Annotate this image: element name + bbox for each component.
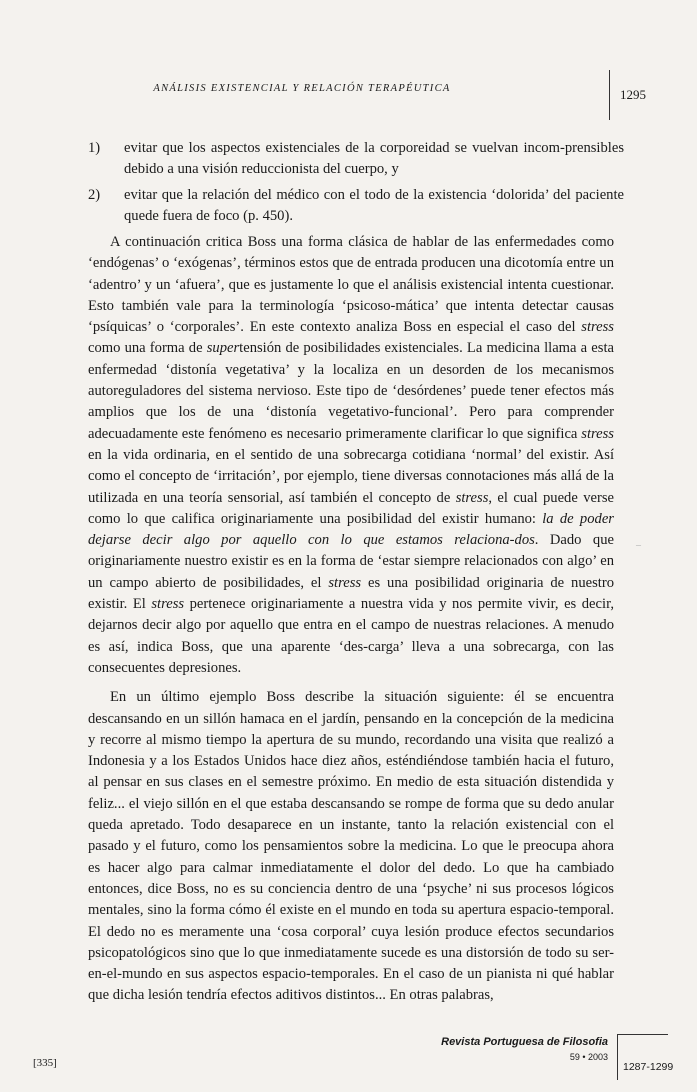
italic-span: stress	[455, 489, 489, 506]
text-span: en la vida ordinaria, en el sentido de una sobrecarga cotidiana ‘normal’ del existir. Así como el concepto de ‘irritación’, por ejemplo, tiene diversas connotaciones más allá de la utilizada en una teoría sensorial, así también el concepto de	[88, 446, 614, 506]
text-span: . Dado que originariamente nuestro existir es en la forma de ‘estar siempre relacionados con algo’ en un campo abierto de posibilidades, el	[88, 532, 614, 591]
list-marker: 2)	[88, 186, 101, 203]
list-item	[88, 138, 624, 181]
list-marker: 1)	[88, 140, 101, 156]
italic-span: stress	[151, 596, 185, 613]
bracket-number: [335]	[33, 1057, 57, 1069]
paragraph: En un último ejemplo Boss describe la situación siguiente: él se encuentra descansando en un sillón hamaca en el jardín, pensando en la concepción de la medicina y recorre al mismo tiempo la apertura de su mundo, recordando una visita que realizó a Indonesia y a los Estados Unidos hace diez años, esténdiéndose también hacia el futuro, al pensar en sus clases en el semestre próximo. En medio de esta situación distendida y feliz... el viejo sillón en el que estaba descansando se rompe de forma que su dedo anular queda apretado. Todo desaparece en un instante, tanto la relación existencial con el pasado y el futuro, como los pensamientos sobre la medicina. Lo que le preocupa ahora es hacer algo para calmar inmediatamente el dolor del dedo. Lo que ha cambiado entonces, dice Boss, no es su conciencia dentro de una ‘psyche’ ni sus procesos lógicos mentales, sino la forma cómo él existe en el mundo en toda su apertura espacio-temporal. El dedo no es meramente una ‘cosa corporal’ cuya lesión produce efectos secundarios psicopatológicos sino que lo que inmediatamente sucede es una distorsión de todo su ser-en-el-mundo en sus aspectos espacio-temporales. En el caso de un pianista ni qué hablar que dicha lesión tendría efectos aditivos distintos... En otras palabras,	[88, 689, 614, 1004]
list-item	[88, 185, 624, 228]
margin-mark: –	[636, 540, 641, 551]
italic-span: la de poder dejarse decir algo por aquello con lo que estamos relaciona-dos	[88, 510, 614, 549]
italic-span: super	[206, 340, 240, 357]
text-span: como una forma de	[88, 340, 207, 357]
text-span: , el cual puede verse como lo que califica originariamente una posibilidad del existir humano:	[88, 489, 614, 527]
page-range: 1287-1299	[623, 1061, 674, 1073]
list-text: evitar que los aspectos existenciales de la corporeidad se vuelvan incom-prensibles debido a una visión reduccionista del cuerpo, y	[124, 140, 624, 178]
italic-span: stress	[581, 425, 614, 442]
paragraph	[88, 232, 614, 679]
italic-span: stress	[581, 319, 614, 336]
body-text	[88, 232, 614, 1015]
footer-rule-top	[618, 1034, 668, 1035]
page-number: 1295	[620, 87, 646, 102]
text-span: tensión de posibilidades existenciales. La medicina llama a esta enfermedad ‘distonía vegetativa’ y la localiza en un desorden de los mecanismos autoreguladores del sistema nervioso. Este tipo de ‘desórdenes’ puede tener efectos más amplios que los de una ‘distonía vegetativo-funcional’. Pero para comprender adecuadamente este fenómeno es necesario primeramente clarificar lo que significa	[88, 340, 614, 442]
journal-info	[432, 1036, 608, 1062]
text-span: pertenece originariamente a nuestra vida y nos permite vivir, es decir, dejarnos decir algo por aquello que entra en el campo de nuestras relaciones. A menudo es así, indica Boss, que una aparente ‘des-carga’ lleva a una sobrecarga, con las consecuentes depresiones.	[88, 596, 614, 676]
journal-name: Revista Portuguesa de Filosofia	[441, 1036, 608, 1048]
running-title: ANÁLISIS EXISTENCIAL Y RELACIÓN TERAPÉUTICA	[153, 83, 451, 94]
text-span: es una posibilidad originaria de nuestro existir. El	[88, 574, 614, 613]
italic-span: stress	[328, 574, 362, 591]
header-rule	[609, 70, 610, 120]
numbered-list	[88, 138, 624, 232]
list-text: evitar que la relación del médico con el todo de la existencia ‘dolorida’ del paciente quede fuera de foco (p. 450).	[124, 186, 624, 225]
journal-volume: 59 • 2003	[569, 1052, 608, 1062]
footer-rule	[617, 1034, 618, 1080]
text-span: A continuación critica Boss una forma clásica de hablar de las enfermedades como ‘endógenas’ o ‘exógenas’, términos estos que de entrada producen una dicotomía entre un ‘adentro’ y un ‘afuera’, que es justamente lo que el análisis existencial intenta cuestionar. Esto también vale para la terminología ‘psicoso-mática’ que intenta detectar causas ‘psíquicas’ o ‘corporales’. En este contexto analiza Boss en especial el caso del	[88, 234, 614, 336]
